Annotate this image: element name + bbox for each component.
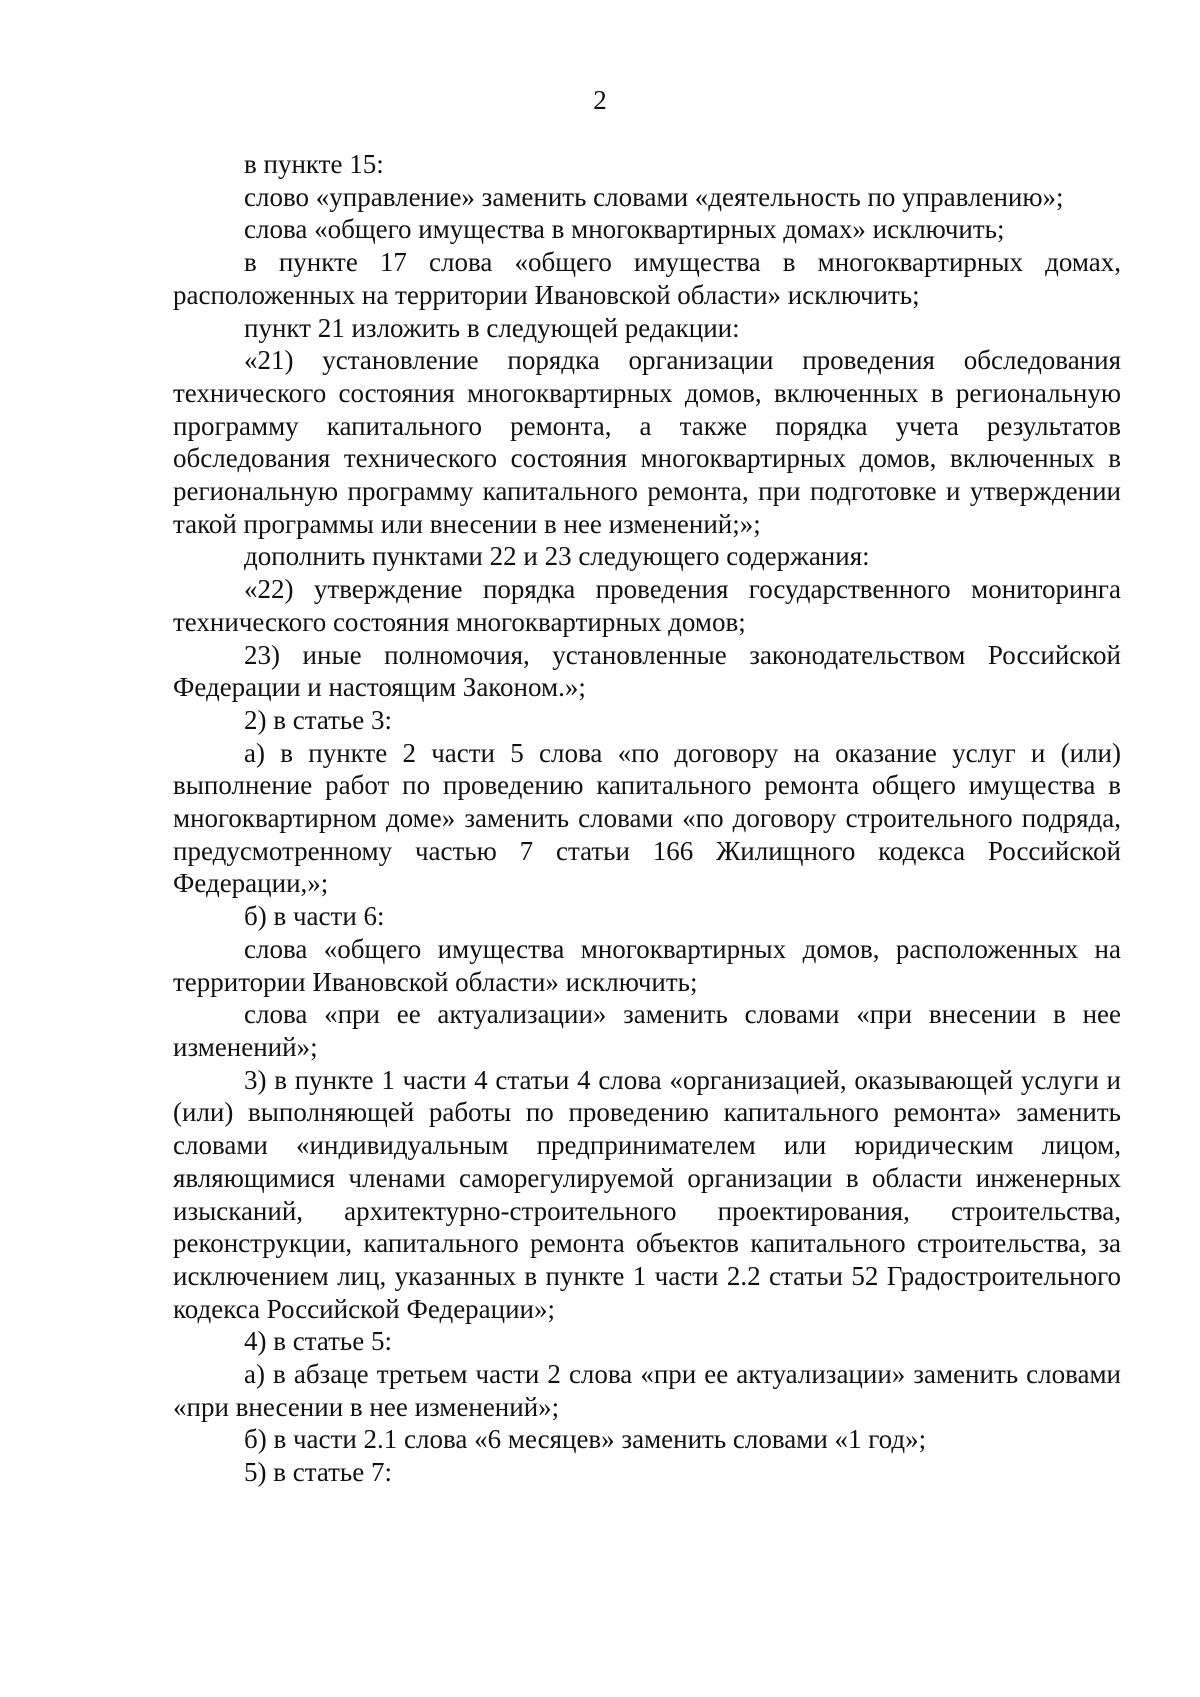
paragraph: в пункте 15:: [244, 149, 384, 179]
paragraph: слова «при ее актуализации» заменить словами «при внесении в нее изменений»;: [173, 999, 1121, 1062]
paragraph: дополнить пунктами 22 и 23 следующего содержания:: [244, 541, 870, 572]
paragraph: «22) утверждение порядка проведения государственного мониторинга технического состояния многоквартирных домов;: [173, 574, 1121, 637]
paragraph: а) в абзаце третьем части 2 слова «при ее актуализации» заменить словами «при внесении в нее изменений»;: [173, 1359, 1121, 1422]
paragraph: 23) иные полномочия, установленные законодательством Российской Федерации и настоящим Законом.»;: [173, 639, 1121, 703]
paragraph: а) в пункте 2 части 5 слова «по договору на оказание услуг и (или) выполнение работ по проведению капитального ремонта общего имущества в многоквартирном доме» заменить словами «по договору строительного подряда, предусмотренному частью 7 статьи 166 Жилищного кодекса Российской Федерации,»;: [173, 737, 1121, 899]
paragraph: 4) в статье 5:: [244, 1326, 392, 1357]
paragraph: 5) в статье 7:: [244, 1457, 392, 1488]
paragraph: б) в части 6:: [244, 901, 385, 932]
paragraph: пункт 21 изложить в следующей редакции:: [244, 312, 740, 343]
paragraph: б) в части 2.1 слова «6 месяцев» заменить словами «1 год»;: [244, 1424, 927, 1455]
paragraph: 2) в статье 3:: [244, 704, 392, 735]
paragraph: в пункте 17 слова «общего имущества в многоквартирных домах, расположенных на территории Ивановской области» исключить;: [173, 247, 1121, 310]
paragraph: 3) в пункте 1 части 4 статьи 4 слова «организацией, оказывающей услуги и (или) выполняющей работы по проведению капитального ремонта» заменить словами «индивидуальным предпринимателем или юридическим лицом, являющимися членами саморегулируемой организации в области инженерных изысканий, архитектурно-строительного проектирования, строительства, реконструкции, капитального ремонта объектов капитального строительства, за исключением лиц, указанных в пункте 1 части 2.2 статьи 52 Градостроительного кодекса Российской Федерации»;: [173, 1064, 1121, 1324]
paragraph: «21) установление порядка организации проведения обследования технического состояния многоквартирных домов, включенных в региональную программу капитального ремонта, а также порядка учета результатов обследования технического состояния многоквартирных домов, включенных в региональную программу капитального ремонта, при подготовке и утверждении такой программы или внесении в нее изменений;»;: [173, 345, 1121, 539]
page-number: 2: [593, 85, 607, 115]
paragraph: слово «управление» заменить словами «деятельность по управлению»;: [244, 181, 1064, 212]
document-body: [173, 148, 1121, 1489]
paragraph: слова «общего имущества в многоквартирных домах» исключить;: [244, 214, 1005, 245]
paragraph: слова «общего имущества многоквартирных домов, расположенных на территории Ивановской области» исключить;: [173, 933, 1121, 997]
